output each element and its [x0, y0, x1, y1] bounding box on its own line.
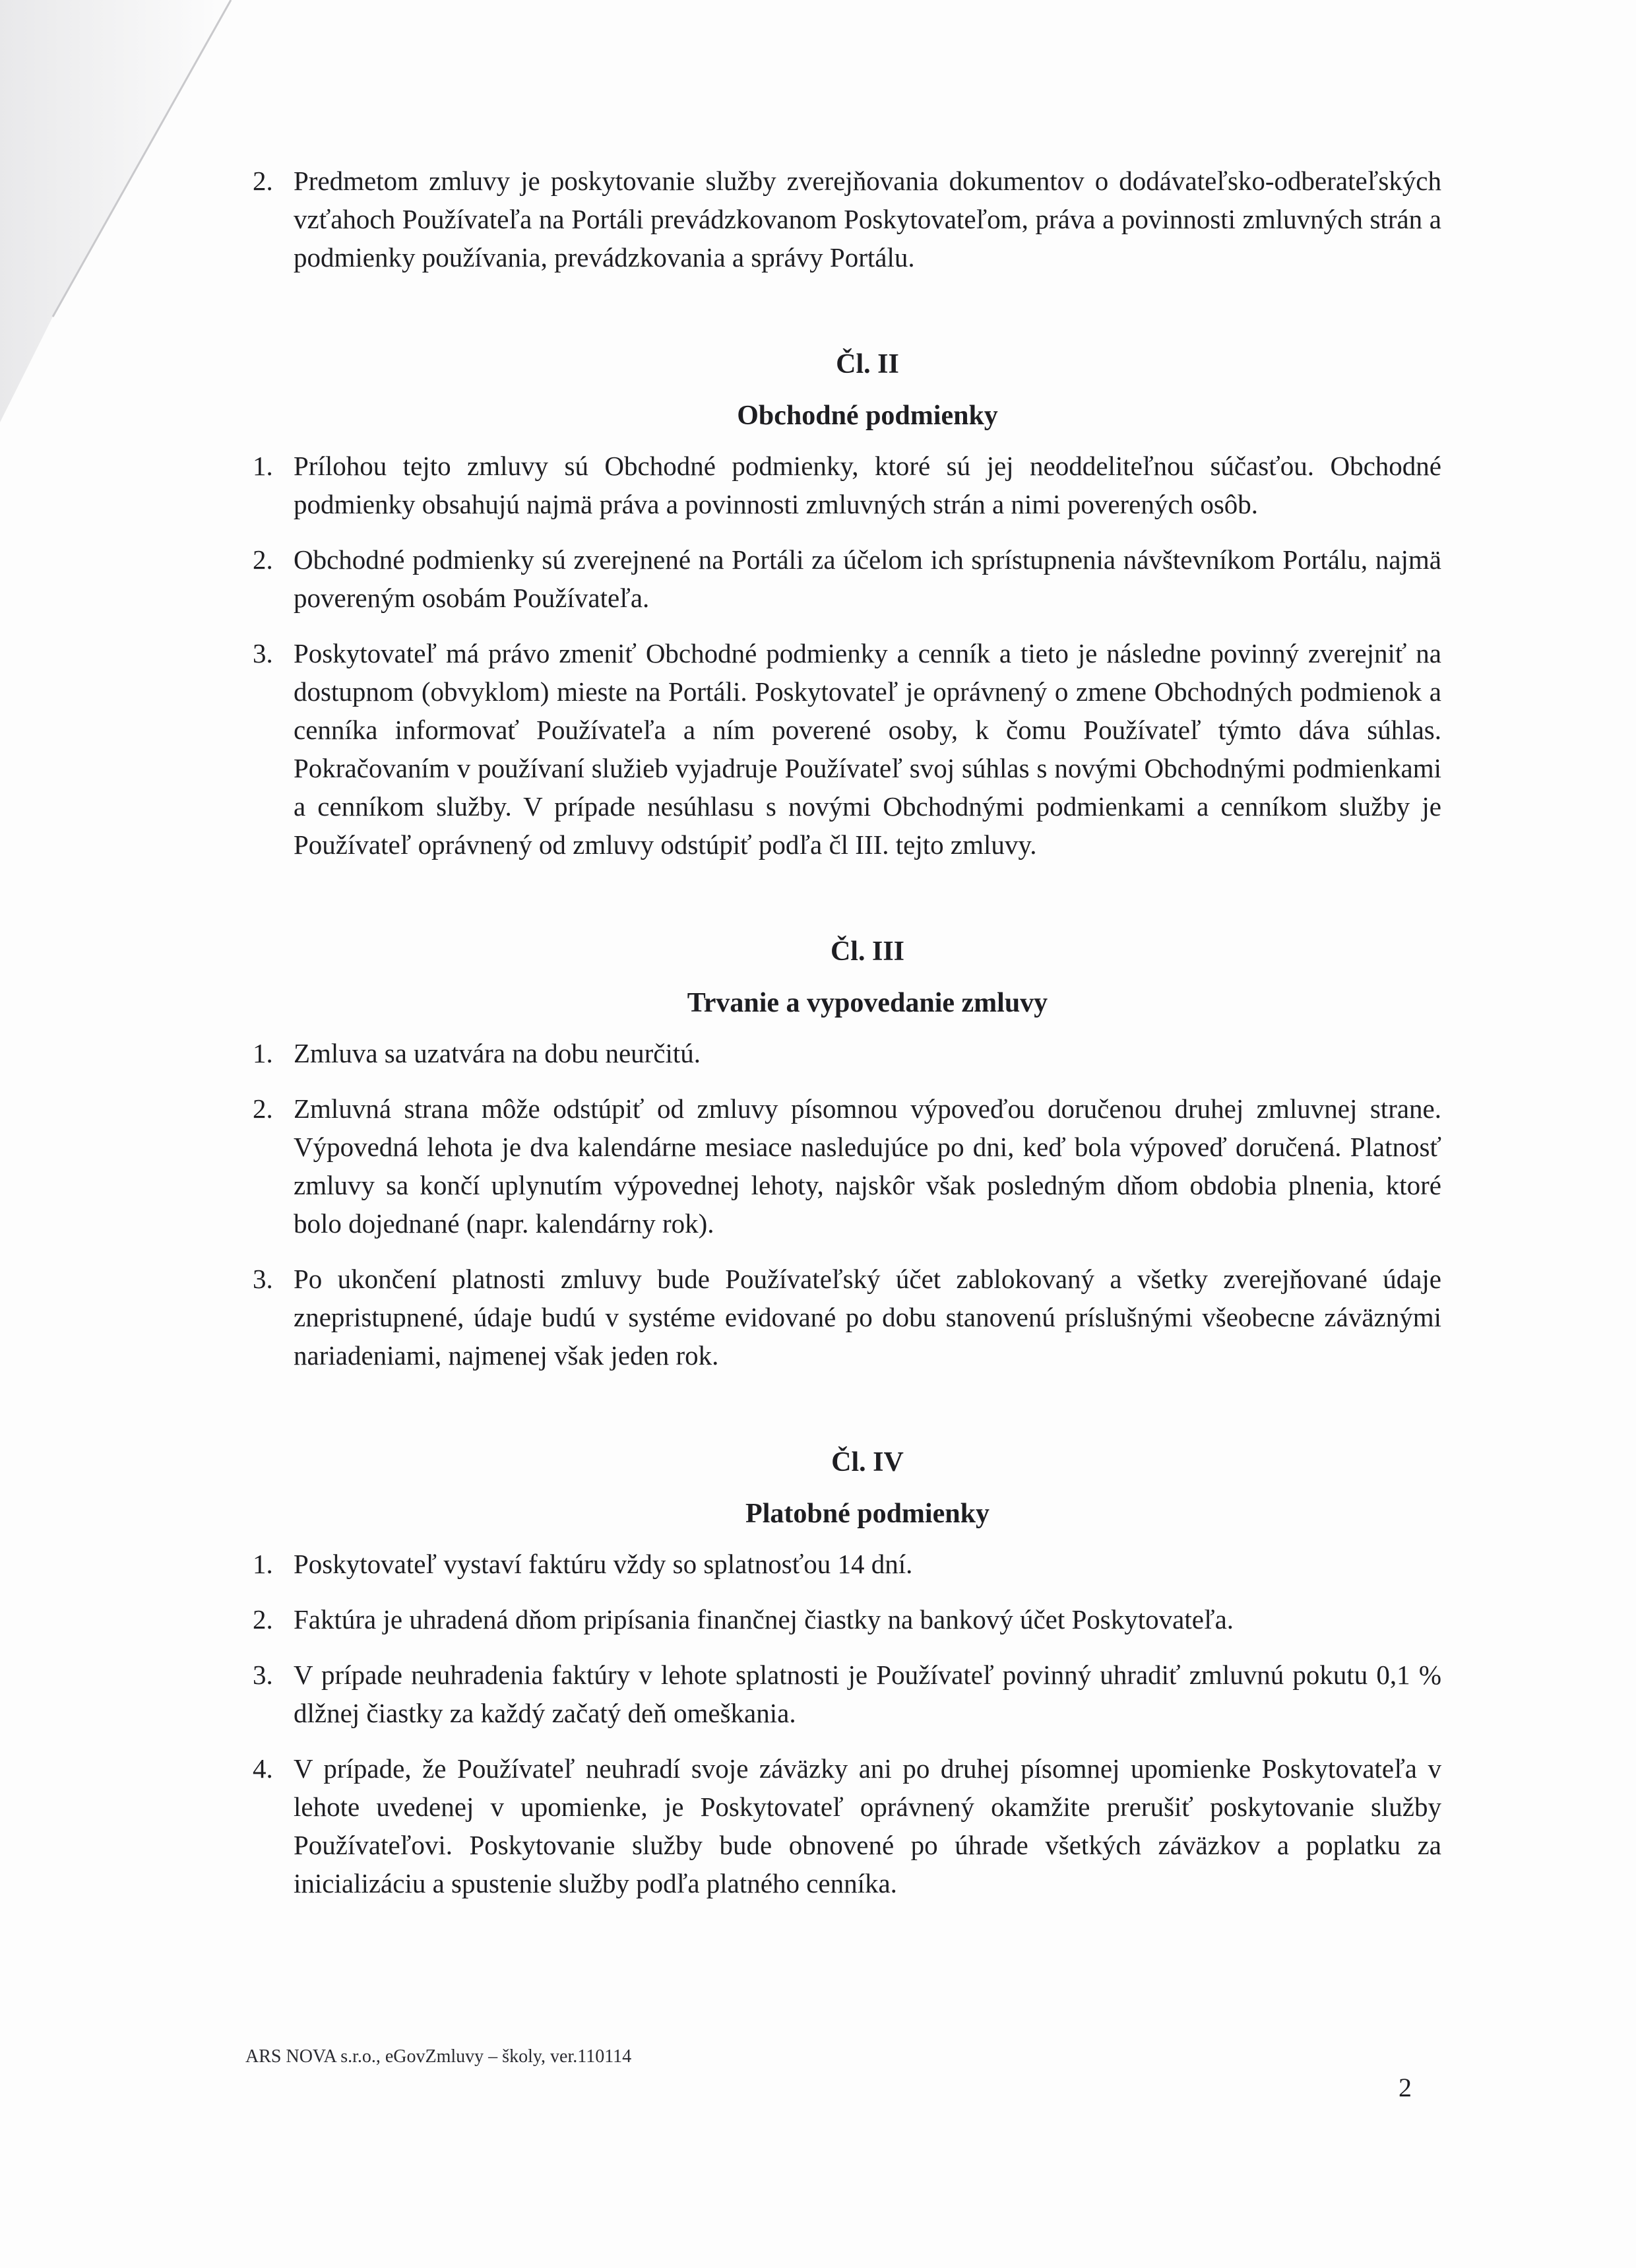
page-number: 2 — [1399, 2073, 1412, 2102]
item-number: 1. — [253, 451, 273, 481]
article-2-item-3 — [253, 634, 1441, 864]
article-2-item-2 — [253, 540, 1441, 617]
article-3-title: Trvanie a vypovedanie zmluvy — [687, 988, 1048, 1018]
item-text: V prípade neuhradenia faktúry v lehote splatnosti je Používateľ povinný uhradiť zmluvnú pokutu 0,1 % dlžnej čiastky za každý začatý deň omeškania. — [294, 1660, 1441, 1728]
footer-document-id: ARS NOVA s.r.o., eGovZmluvy – školy, ver.110114 — [245, 2046, 632, 2067]
item-number: 2. — [253, 166, 273, 196]
document-body — [253, 162, 1441, 1920]
item-number: 3. — [253, 1660, 273, 1690]
item-number: 4. — [253, 1753, 273, 1784]
article-2-item-1 — [253, 447, 1441, 523]
article-4-item-2 — [253, 1600, 1441, 1638]
article-4-item-3 — [253, 1656, 1441, 1732]
article-2-title: Obchodné podmienky — [737, 401, 998, 431]
item-number: 2. — [253, 1604, 273, 1635]
intro-item-2 — [253, 162, 1441, 276]
item-text: Faktúra je uhradená dňom pripísania finančnej čiastky na bankový účet Poskytovateľa. — [294, 1604, 1234, 1635]
item-number: 1. — [253, 1549, 273, 1579]
item-text: Po ukončení platnosti zmluvy bude Používateľský účet zablokovaný a všetky zverejňované údaje znepristupnené, údaje budú v systéme evidované po dobu stanovenú príslušnými všeobecne záväznými nariadeniami, najmenej však jeden rok. — [294, 1264, 1441, 1371]
article-3-number: Čl. III — [830, 936, 905, 967]
item-number: 2. — [253, 544, 273, 575]
item-text: Poskytovateľ vystaví faktúru vždy so splatnosťou 14 dní. — [294, 1549, 913, 1579]
article-3-item-2 — [253, 1089, 1441, 1243]
item-text: Predmetom zmluvy je poskytovanie služby zverejňovania dokumentov o dodávateľsko-odberateľských vzťahoch Používateľa na Portáli prevádzkovanom Poskytovateľom, práva a povinnosti zmluvných strán a podmienky používania, prevádzkovania a správy Portálu. — [294, 166, 1441, 273]
article-4-item-4 — [253, 1749, 1441, 1902]
item-text: Prílohou tejto zmluvy sú Obchodné podmienky, ktoré sú jej neoddeliteľnou súčasťou. Obchodné podmienky obsahujú najmä práva a povinnosti zmluvných strán a nimi poverených osôb. — [294, 451, 1441, 519]
article-3-item-3 — [253, 1260, 1441, 1375]
item-number: 1. — [253, 1038, 273, 1068]
article-4-title: Platobné podmienky — [745, 1499, 990, 1529]
item-text: Zmluva sa uzatvára na dobu neurčitú. — [294, 1038, 701, 1068]
article-4-number: Čl. IV — [831, 1447, 904, 1477]
item-number: 2. — [253, 1093, 273, 1124]
item-text: Zmluvná strana môže odstúpiť od zmluvy písomnou výpoveďou doručenou druhej zmluvnej strane. Výpovedná lehota je dva kalendárne mesiace nasledujúce po dni, keď bola výpoveď doručená. Platnosť zmluvy sa končí uplynutím výpovednej lehoty, najskôr však posledným dňom obdobia plnenia, ktoré bolo dojednané (napr. kalendárny rok). — [294, 1093, 1441, 1239]
item-text: V prípade, že Používateľ neuhradí svoje záväzky ani po druhej písomnej upomienke Poskytovateľa v lehote uvedenej v upomienke, je Poskytovateľ oprávnený okamžite prerušiť poskytovanie služby Používateľovi. Poskytovanie služby bude obnovené po úhrade všetkých záväzkov a poplatku za inicializáciu a spustenie služby podľa platného cenníka. — [294, 1753, 1441, 1898]
item-number: 3. — [253, 638, 273, 668]
item-number: 3. — [253, 1264, 273, 1294]
item-text: Poskytovateľ má právo zmeniť Obchodné podmienky a cenník a tieto je následne povinný zverejniť na dostupnom (obvyklom) mieste na Portáli. Poskytovateľ je oprávnený o zmene Obchodných podmienok a cenníka informovať Používateľa a ním poverené osoby, k čomu Používateľ týmto dáva súhlas. Pokračovaním v používaní služieb vyjadruje Používateľ svoj súhlas s novými Obchodnými podmienkami a cenníkom služby. V prípade nesúhlasu s novými Obchodnými podmienkami a cenníkom služby je Používateľ oprávnený od zmluvy odstúpiť podľa čl III. tejto zmluvy. — [294, 638, 1441, 860]
article-4-item-1 — [253, 1545, 1441, 1583]
article-3-item-1 — [253, 1034, 1441, 1072]
item-text: Obchodné podmienky sú zverejnené na Portáli za účelom ich sprístupnenia návštevníkom Portálu, najmä povereným osobám Používateľa. — [294, 544, 1441, 613]
article-2-number: Čl. II — [836, 349, 899, 379]
